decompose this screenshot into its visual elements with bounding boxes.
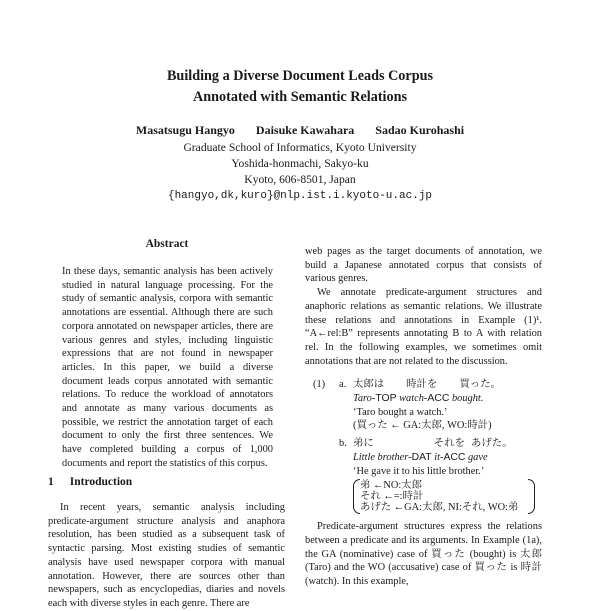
author: Masatsugu Hangyo (135, 123, 235, 137)
right-column (305, 245, 542, 600)
paragraph: In recent years, semantic analysis including predicate-argument structure analysis and anaphora resolution, has been studied as a subsequent task of syntactic parsing. Most existing studies of semantic analysis have used newspaper corpora with manual annotation. However, there are sources other than newspapers, such as encyclopedias, diaries and novels each with diverse styles in each genre. There are (48, 502, 285, 609)
paragraph: We annotate predicate-argument structures and anaphoric relations as semantic relations. We illustrate these relations and annotations in Example (1)¹. “A←rel:B” represents annotating B to A with relation rel. In the following examples, we sometimes omit annotations that are not related to the discussion. (305, 287, 542, 367)
email: {hangyo,dk,kuro}@nlp.ist.i.kyoto-u.ac.jp (167, 190, 433, 202)
example-b-japanese: 弟に それを あげた。 (353, 438, 513, 450)
example-a-gloss: Taro-TOP watch-ACC bought. (353, 393, 484, 405)
annotation-row: それ ←=:時計 (360, 491, 424, 503)
abstract-heading: Abstract (145, 238, 189, 250)
annotation-row: 弟 ←NO:太郎 (360, 480, 423, 492)
example-a-annotation: (買った ← GA:太郎, WO:時計) (353, 420, 492, 432)
author: Daisuke Kawahara (255, 123, 355, 137)
section-number: 1 (48, 476, 54, 488)
paper-title (0, 66, 600, 108)
example-number: (1) (313, 379, 326, 391)
example-label-a: a. (339, 379, 347, 391)
author: Sadao Kurohashi (375, 123, 465, 137)
affiliation-line: Yoshida-honmachi, Sakyo-ku (231, 157, 369, 170)
example-a-japanese: 太郎は 時計を 買った。 (353, 379, 501, 391)
example-a-translation: ‘Taro bought a watch.’ (353, 406, 448, 418)
example-b-gloss: Little brother-DAT it-ACC gave (353, 451, 488, 463)
author-list (0, 123, 600, 138)
example-label-b: b. (339, 438, 347, 450)
abstract-paragraph: In these days, semantic analysis has been actively studied in natural language processing. For the study of semantic analysis, corpora with semantic annotations are essential. Although there are such corpora annotated on newspaper articles, there are various genres and styles, including linguistic expressions that are not found in newspaper articles. In this paper, we build a diverse document leads corpus annotated with semantic relations. To reduce the workload of annotators and annotate as many various documents as possible, we restrict the annotation target of each document to only the first three sentences. We have completed building a corpus of 1,000 documents and report the statistics of this corpus. (62, 266, 273, 469)
annotation-row: あげた ←GA:太郎, NI:それ, WO:弟 (360, 502, 519, 514)
title-line-2: Annotated with Semantic Relations (193, 89, 407, 105)
example-1 (305, 378, 542, 514)
affiliation-line: Kyoto, 606-8501, Japan (244, 173, 356, 186)
paragraph: Predicate-argument structures express the relations between a predicate and its arguments. In Example (1a), the GA (nominative) case of 買った (bought) is 太郎 (Taro) and the WO (accusative) case of 買った is 時計 (watch). In this example, (305, 521, 542, 588)
example-b-translation: ‘He gave it to his little brother.’ (353, 465, 485, 477)
example-b-annotation-matrix (353, 479, 542, 514)
affiliation (0, 140, 600, 204)
introduction-text (48, 501, 285, 609)
right-paren (528, 479, 535, 514)
section-heading-introduction (48, 476, 132, 488)
paragraph: web pages as the target documents of annotation, we build a Japanese annotated corpus that consists of various genres. (305, 246, 542, 285)
left-paren (353, 479, 360, 514)
title-line-1: Building a Diverse Document Leads Corpus (166, 68, 434, 84)
section-title: Introduction (69, 476, 133, 488)
affiliation-line: Graduate School of Informatics, Kyoto University (183, 141, 417, 154)
abstract-text (62, 265, 273, 471)
